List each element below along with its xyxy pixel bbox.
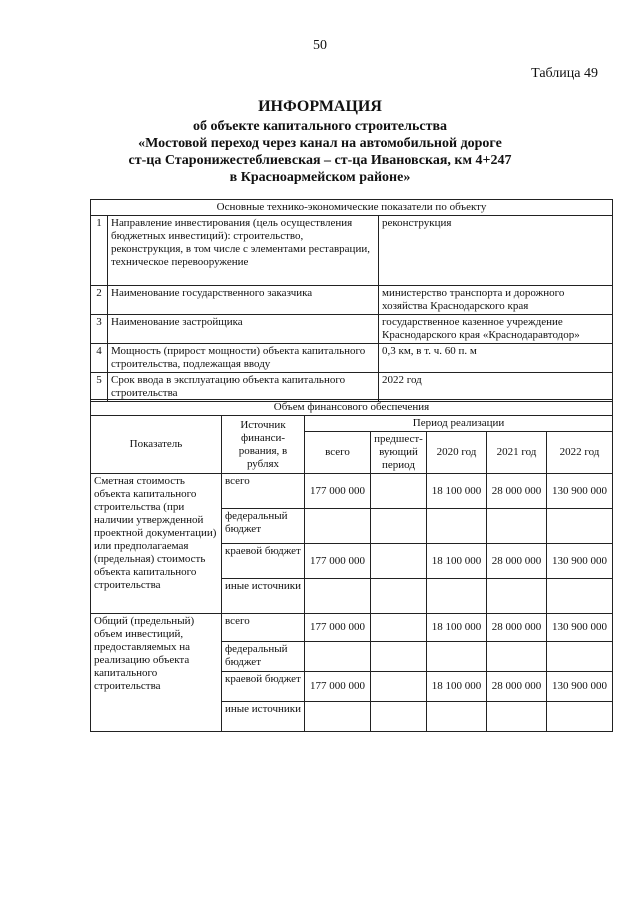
source-cell: федеральный бюджет <box>222 642 305 672</box>
source-cell: иные источники <box>222 579 305 614</box>
y2021-cell <box>487 579 547 614</box>
y2020-cell <box>427 579 487 614</box>
row-value: министерство транспорта и дорожного хозяйства Краснодарского края <box>379 286 613 315</box>
col-period: Период реализации <box>305 416 613 432</box>
y2021-cell <box>487 702 547 732</box>
source-cell: краевой бюджет <box>222 544 305 579</box>
row-label: Наименование государственного заказчика <box>108 286 379 315</box>
table-row <box>91 614 613 642</box>
y2021-cell: 28 000 000 <box>487 544 547 579</box>
row-number: 4 <box>91 344 108 373</box>
page-number: 50 <box>313 38 327 53</box>
y2020-cell <box>427 702 487 732</box>
row-number: 2 <box>91 286 108 315</box>
y2022-cell <box>547 702 613 732</box>
y2020-cell: 18 100 000 <box>427 544 487 579</box>
row-value: 0,3 км, в т. ч. 60 п. м <box>379 344 613 373</box>
title-main: ИНФОРМАЦИЯ <box>258 98 382 115</box>
total-cell: 177 000 000 <box>305 614 371 642</box>
table-row <box>91 216 613 286</box>
finance-table <box>90 399 613 732</box>
total-cell <box>305 642 371 672</box>
source-cell: краевой бюджет <box>222 672 305 702</box>
prev-cell <box>371 509 427 544</box>
y2022-cell <box>547 642 613 672</box>
y2020-cell <box>427 642 487 672</box>
col-total: всего <box>305 432 371 474</box>
table-row <box>91 373 613 402</box>
total-cell: 177 000 000 <box>305 544 371 579</box>
finance-header: Объем финансового обеспечения <box>91 400 613 416</box>
y2020-cell: 18 100 000 <box>427 474 487 509</box>
row-number: 5 <box>91 373 108 402</box>
title-block <box>60 98 580 186</box>
y2022-cell: 130 900 000 <box>547 672 613 702</box>
col-prev: предшест-вующий период <box>371 432 427 474</box>
finance-header-row <box>91 400 613 416</box>
table-row <box>91 474 613 509</box>
indicators-table <box>90 199 613 402</box>
prev-cell <box>371 579 427 614</box>
y2021-cell: 28 000 000 <box>487 474 547 509</box>
y2021-cell <box>487 509 547 544</box>
col-2021: 2021 год <box>487 432 547 474</box>
col-indicator: Показатель <box>91 416 222 474</box>
row-number: 1 <box>91 216 108 286</box>
group-label: Общий (предельный) объем инвестиций, предоставляемых на реализацию объекта капитального строительства <box>91 614 222 732</box>
y2020-cell: 18 100 000 <box>427 614 487 642</box>
source-cell: всего <box>222 474 305 509</box>
col-source: Источник финанси-рования, в рублях <box>222 416 305 474</box>
table-row <box>91 315 613 344</box>
prev-cell <box>371 544 427 579</box>
total-cell <box>305 579 371 614</box>
source-cell: федеральный бюджет <box>222 509 305 544</box>
row-label: Срок ввода в эксплуатацию объекта капитального строительства <box>108 373 379 402</box>
y2022-cell <box>547 509 613 544</box>
total-cell <box>305 509 371 544</box>
indicators-header: Основные технико-экономические показатели по объекту <box>91 200 613 216</box>
row-label: Наименование застройщика <box>108 315 379 344</box>
col-2020: 2020 год <box>427 432 487 474</box>
title-line: в Красноармейском районе» <box>229 170 411 185</box>
y2020-cell <box>427 509 487 544</box>
title-line: ст-ца Старонижестеблиевская – ст-ца Ивановская, км 4+247 <box>128 153 512 168</box>
y2021-cell: 28 000 000 <box>487 614 547 642</box>
y2020-cell: 18 100 000 <box>427 672 487 702</box>
y2021-cell <box>487 642 547 672</box>
col-2022: 2022 год <box>547 432 613 474</box>
row-value: государственное казенное учреждение Краснодарского края «Краснодаравтодор» <box>379 315 613 344</box>
table-row <box>91 344 613 373</box>
group-label: Сметная стоимость объекта капитального строительства (при наличии утвержденной проектной документации) или предполагаемая (предельная) стоимость объекта капитального строительства <box>91 474 222 614</box>
y2022-cell: 130 900 000 <box>547 474 613 509</box>
row-value: 2022 год <box>379 373 613 402</box>
row-number: 3 <box>91 315 108 344</box>
indicators-header-row <box>91 200 613 216</box>
row-label: Направление инвестирования (цель осуществления бюджетных инвестиций): строительство, реконструкция, в том числе с элементами реставрации, техническое перевооружение <box>108 216 379 286</box>
total-cell: 177 000 000 <box>305 474 371 509</box>
prev-cell <box>371 702 427 732</box>
total-cell: 177 000 000 <box>305 672 371 702</box>
table-label: Таблица 49 <box>531 66 598 81</box>
y2022-cell: 130 900 000 <box>547 614 613 642</box>
prev-cell <box>371 672 427 702</box>
y2022-cell: 130 900 000 <box>547 544 613 579</box>
prev-cell <box>371 642 427 672</box>
prev-cell <box>371 474 427 509</box>
source-cell: иные источники <box>222 702 305 732</box>
y2021-cell: 28 000 000 <box>487 672 547 702</box>
title-line: «Мостовой переход через канал на автомобильной дороге <box>138 136 502 151</box>
source-cell: всего <box>222 614 305 642</box>
table-row <box>91 286 613 315</box>
prev-cell <box>371 614 427 642</box>
row-value: реконструкция <box>379 216 613 286</box>
total-cell <box>305 702 371 732</box>
row-label: Мощность (прирост мощности) объекта капитального строительства, подлежащая вводу <box>108 344 379 373</box>
y2022-cell <box>547 579 613 614</box>
title-line: об объекте капитального строительства <box>192 119 448 134</box>
finance-colhead-row <box>91 416 613 432</box>
